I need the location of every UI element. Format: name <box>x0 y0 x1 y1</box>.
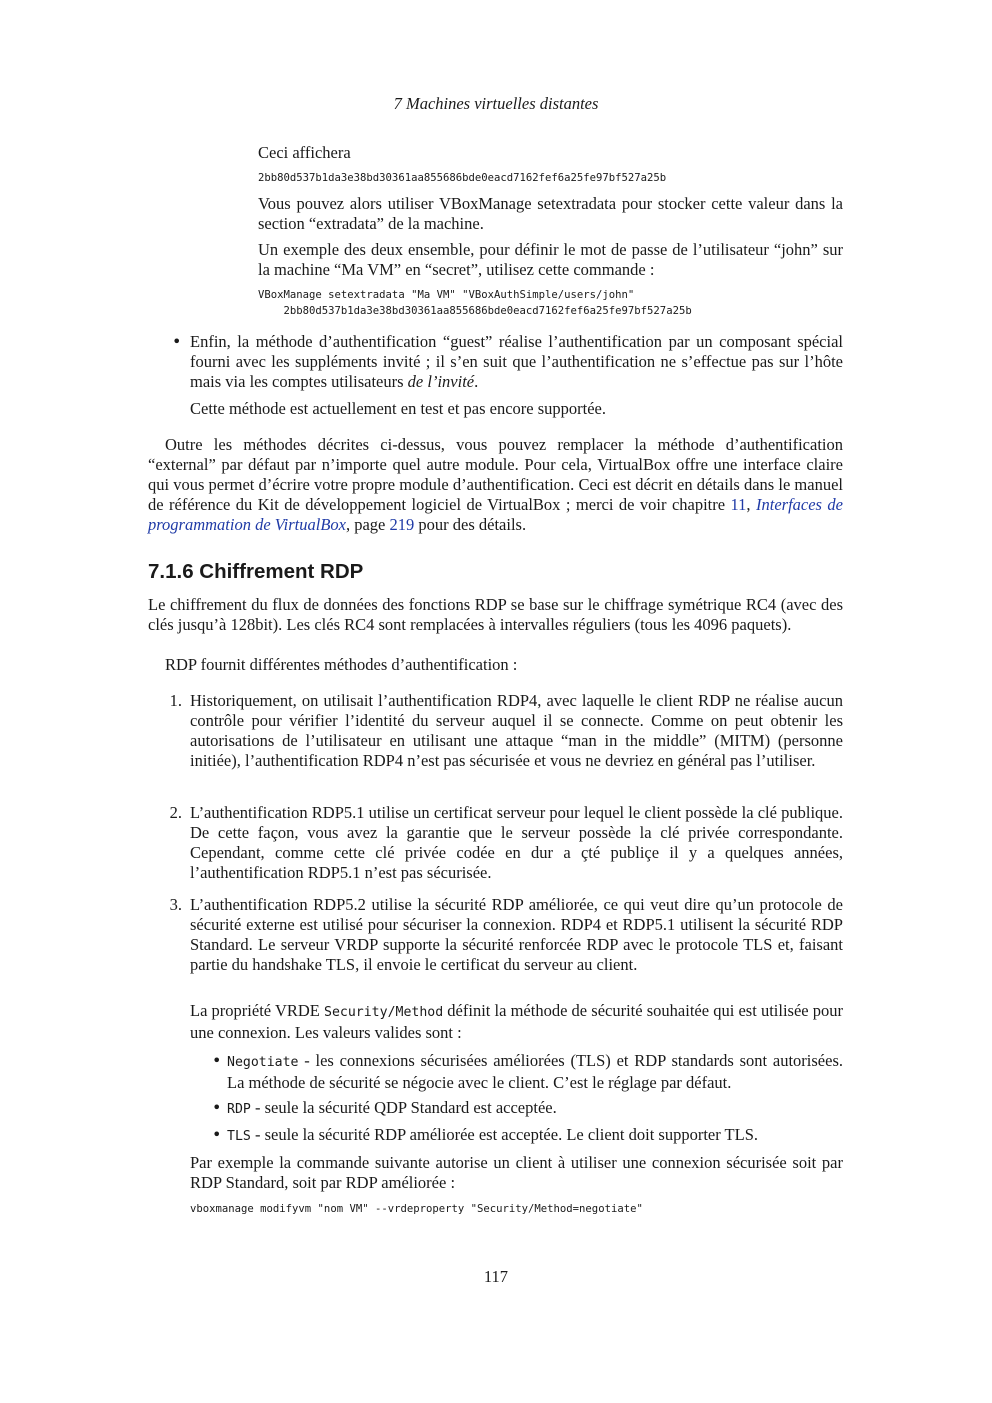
vrde-code: Security/Method <box>324 1005 444 1020</box>
guest-emphasis: de l’invité <box>407 372 475 391</box>
outre-page-word: , page <box>345 515 390 534</box>
outre-text: Outre les méthodes décrites ci-dessus, vous pouvez remplacer la méthode d’authentification “external” par défaut par n’importe quel autre module. Pour cela, VirtualBox offre une interface claire qui vous permet d’écrire votre propre module d’authentification. Ceci est décrit en détails dans le manuel de référence du Kit de développement logiciel de VirtualBox ; merci de voir chapitre <box>148 435 843 514</box>
guest-note: Cette méthode est actuellement en test et pas encore supportée. <box>190 399 607 418</box>
option-text: - seule la sécurité RDP améliorée est acceptée. Le client doit supporter TLS. <box>250 1125 759 1144</box>
option-rdp <box>227 1098 843 1120</box>
guest-bullet-text <box>190 332 843 392</box>
hash-output: 2bb80d537b1da3e38bd30361aa855686bde0eacd7162fef6a25fe97bf527a25b <box>258 172 667 184</box>
running-header: 7 Machines virtuelles distantes <box>393 94 599 113</box>
list-number: 3. <box>169 895 182 914</box>
bullet-marker: • <box>172 332 182 351</box>
vrde-text: La propriété VRDE <box>190 1001 325 1020</box>
methods-intro: RDP fournit différentes méthodes d’authentification : <box>165 655 518 674</box>
command-line-1: VBoxManage setextradata "Ma VM" "VBoxAuthSimple/users/john" <box>258 289 635 301</box>
example-command: vboxmanage modifyvm "nom VM" --vrdeproperty "Security/Method=negotiate" <box>190 1203 643 1215</box>
page-number: 117 <box>483 1267 509 1286</box>
option-code: RDP <box>227 1102 251 1117</box>
chapter-link[interactable]: 11 <box>730 495 747 514</box>
outre-end: pour des détails. <box>414 515 527 534</box>
chapter-title-link[interactable]: Interfaces de programmation de VirtualBox <box>148 495 843 534</box>
list-number: 1. <box>169 691 182 710</box>
list-number: 2. <box>169 803 182 822</box>
vrde-paragraph <box>190 1001 843 1043</box>
outre-paragraph <box>148 435 843 535</box>
chiffrement-paragraph: Le chiffrement du flux de données des fonctions RDP se base sur le chiffrage symétrique RC4 (avec des clés jusqu’à 128bit). Les clés RC4 sont remplacées à intervalles réguliers (tous les 4096 paquets). <box>148 595 843 634</box>
option-code: TLS <box>227 1129 251 1144</box>
guest-period: . <box>474 372 479 391</box>
option-text: - les connexions sécurisées améliorées (TLS) et RDP standards sont autorisées. La méthode de sécurité se négocie avec le client. C’est le réglage par défaut. <box>227 1051 843 1092</box>
option-tls <box>227 1125 843 1147</box>
section-heading: 7.1.6 Chiffrement RDP <box>148 560 364 583</box>
vous-pouvez-paragraph: Vous pouvez alors utiliser VBoxManage setextradata pour stocker cette valeur dans la section “extradata” de la machine. <box>258 194 843 233</box>
list-item: L’authentification RDP5.2 utilise la sécurité RDP améliorée, ce qui veut dire qu’un protocole de sécurité externe est utilisé pour sécuriser la connexion. RDP4 et RDP5.1 utilisent la sécurité RDP Standard. Le serveur VRDP supporte la sécurité renforcée RDP avec le protocole TLS et, faisant partie du handshake TLS, il envoie le certificat du serveur au client. <box>190 895 843 974</box>
outre-sep: , <box>746 495 756 514</box>
page-link[interactable]: 219 <box>389 515 415 534</box>
bullet-marker: • <box>212 1051 222 1070</box>
par-exemple-paragraph: Par exemple la commande suivante autorise un client à utiliser une connexion sécurisée soit par RDP Standard, soit par RDP améliorée : <box>190 1153 843 1192</box>
ceci-text: Ceci affichera <box>258 143 351 162</box>
option-negotiate <box>227 1051 843 1093</box>
vrde-text-after: définit la méthode de sécurité souhaitée qui est utilisée pour une connexion. Les valeurs valides sont : <box>190 1001 843 1042</box>
exemple-paragraph: Un exemple des deux ensemble, pour définir le mot de passe de l’utilisateur “john” sur la machine “Ma VM” en “secret”, utilisez cette commande : <box>258 240 843 279</box>
list-item: Historiquement, on utilisait l’authentification RDP4, avec laquelle le client RDP ne réalise aucun contrôle pour vérifier l’identité du serveur auquel il se connecte. Comme on peut obtenir les autorisations de l’utilisateur en utilisant une attaque “man in the middle” (MITM) (personne initiée), l’authentification RDP4 n’est pas sécurisée et vous ne devriez en général pas l’utiliser. <box>190 691 843 770</box>
bullet-marker: • <box>212 1098 222 1117</box>
option-code: Negotiate <box>227 1055 299 1070</box>
command-line-2: 2bb80d537b1da3e38bd30361aa855686bde0eacd7162fef6a25fe97bf527a25b <box>258 305 692 317</box>
list-item: L’authentification RDP5.1 utilise un certificat serveur pour lequel le client possède la clé publique. De cette façon, vous avez la garantie que le serveur possède la clé privée correspondante. Cependant, comme cette clé privée codée en dur a çté publiçe il y a quelques années, l’authentification RDP5.1 n’est pas sécurisée. <box>190 803 843 882</box>
guest-text: Enfin, la méthode d’authentification “guest” réalise l’authentification par un composant spécial fourni avec les suppléments invité ; il s’en suit que l’authentification ne s’effectue pas sur l’hôte mais via les comptes utilisateurs <box>190 332 843 391</box>
option-text: - seule la sécurité QDP Standard est acceptée. <box>250 1098 557 1117</box>
bullet-marker: • <box>212 1125 222 1144</box>
